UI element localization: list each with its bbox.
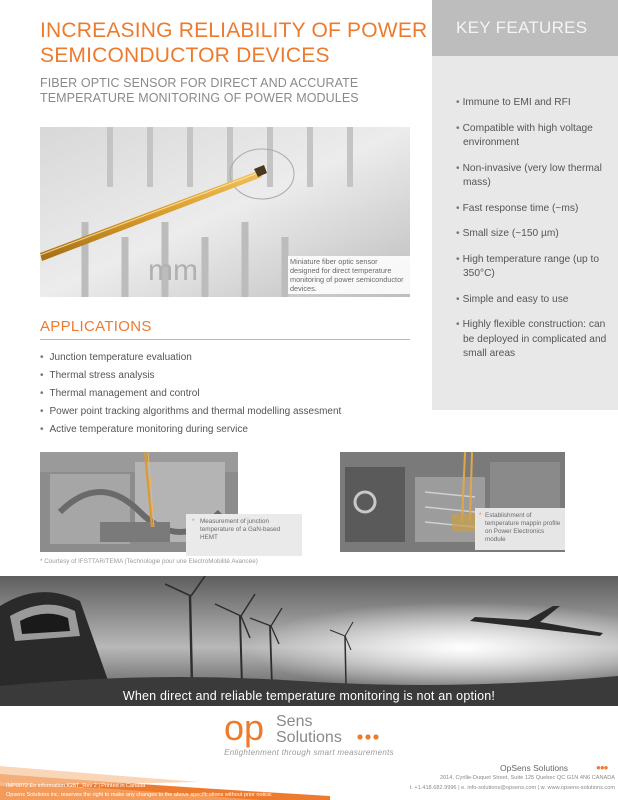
- footnote-star: *: [192, 519, 195, 525]
- key-features-panel: [432, 0, 618, 410]
- sensor-photo-caption: Miniature fiber optic sensor designed for direct temperature monitoring of power semiconductor devices.: [288, 256, 410, 294]
- applications-banner: [0, 576, 618, 706]
- feature-item: • Compatible with high voltage environment: [456, 122, 610, 151]
- power-module-photo-caption: [475, 508, 565, 550]
- application-item: • Active temperature monitoring during service: [40, 421, 341, 439]
- page-title: INCREASING RELIABILITY OF POWER SEMICONDUCTOR DEVICES: [40, 19, 428, 67]
- feature-item: • Simple and easy to use: [456, 293, 610, 308]
- logo-solutions: Solutions: [276, 729, 342, 746]
- footer-dots-icon: ●●●: [596, 763, 608, 772]
- feature-item: • High temperature range (up to 350°C): [456, 253, 610, 282]
- hemt-caption-text: Measurement of junction temperature of a GaN-based HEMT: [200, 518, 281, 541]
- applications-list: [40, 349, 341, 439]
- company-tagline: Enlightenment through smart measurements: [224, 748, 394, 757]
- power-module-caption-text: Establishment of temperature mappin profile on Power Electronics module: [485, 512, 561, 543]
- feature-item: • Immune to EMI and RFI: [456, 96, 610, 111]
- application-item: • Thermal stress analysis: [40, 367, 341, 385]
- application-item: • Thermal management and control: [40, 385, 341, 403]
- footnote-star: *: [479, 513, 482, 519]
- feature-item: • Highly flexible construction: can be deployed in complicated and small areas: [456, 318, 610, 362]
- opsens-logo: [224, 708, 394, 748]
- hemt-photo-caption: [186, 514, 302, 556]
- scale-mm-text: mm: [148, 254, 198, 287]
- photo-credit: * Courtesy of IFSTTAR/TEMA (Technologie pour une ElectroMobilité Avancée): [40, 558, 258, 565]
- footer-contact: t. +1.418.682.9996 | e. info-solutions@opsens.com | w. www.opsens-solutions.com: [409, 785, 615, 791]
- key-features-list: [432, 56, 618, 362]
- footer-doc-ref: IMP0072 En information IGBT_Rev 2 | Printed in Canada: [6, 783, 146, 789]
- applications-divider: [40, 339, 410, 340]
- applications-heading: APPLICATIONS: [40, 318, 152, 335]
- key-features-heading: KEY FEATURES: [432, 0, 618, 56]
- footer-company: OpSens Solutions: [500, 763, 569, 773]
- feature-item: • Small size (~150 µm): [456, 227, 610, 242]
- logo-sens: Sens: [276, 713, 313, 730]
- logo-op: op: [224, 708, 265, 748]
- feature-item: • Fast response time (~ms): [456, 202, 610, 217]
- feature-item: • Non-invasive (very low thermal mass): [456, 162, 610, 191]
- application-item: • Junction temperature evaluation: [40, 349, 341, 367]
- footer-address: 2014, Cyrille-Duquet Street, Suite 125 Quebec QC G1N 4N6 CANADA: [439, 775, 615, 781]
- application-item: • Power point tracking algorithms and thermal modelling assesment: [40, 403, 341, 421]
- page-subtitle: FIBER OPTIC SENSOR FOR DIRECT AND ACCURATE TEMPERATURE MONITORING OF POWER MODULES: [40, 76, 359, 105]
- banner-tagline: When direct and reliable temperature monitoring is not an option!: [122, 689, 496, 703]
- footer-disclaimer: Opsens Solutions inc. reserves the right to make any changes to the above specifications without prior notice.: [6, 792, 273, 798]
